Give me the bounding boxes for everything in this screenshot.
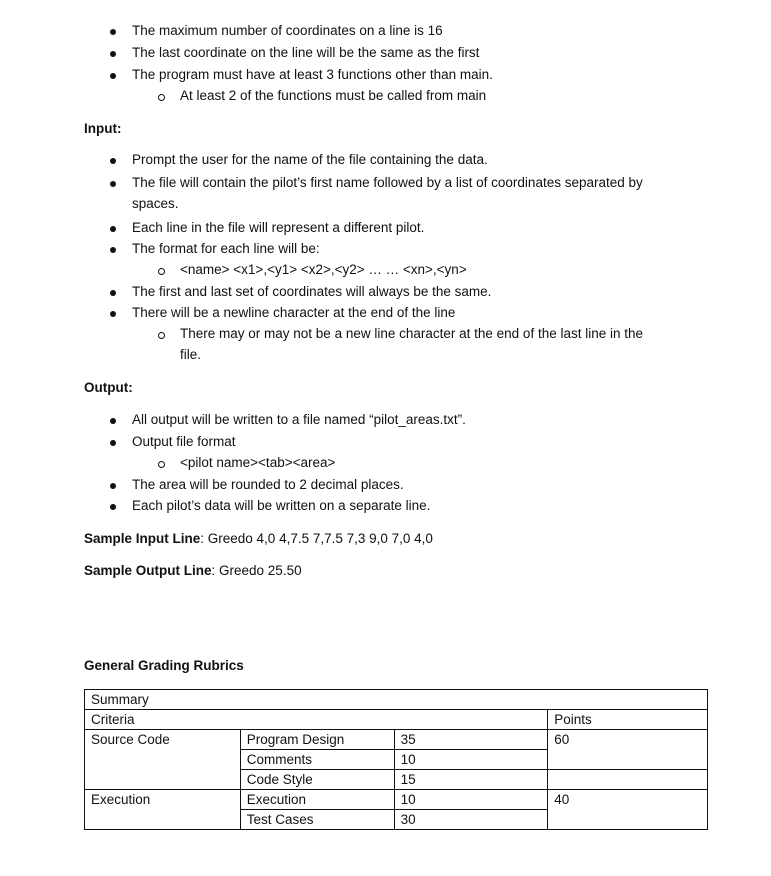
sample-output-label: Sample Output Line [84,563,212,578]
rubric-points-cell [548,750,708,770]
rubric-sub-points-cell: 30 [394,810,548,830]
bullet-icon [110,181,116,187]
input-heading: Input: [84,121,122,136]
rubric-criteria-cell [85,750,241,770]
rubric-title: General Grading Rubrics [84,658,244,673]
sample-input-line [84,531,433,546]
intro-bullet: The last coordinate on the line will be the same as the first [132,45,480,60]
bullet-icon [110,226,116,232]
rubric-summary-cell: Summary [85,690,708,710]
rubric-criteria-cell: Execution [85,790,241,810]
bullet-icon [110,29,116,35]
input-bullet: There will be a newline character at the end of the line [132,305,456,320]
rubric-sub-points-cell: 15 [394,770,548,790]
sample-output-line [84,563,302,578]
output-heading: Output: [84,380,133,395]
rubric-sub-points-cell: 35 [394,730,548,750]
bullet-icon [110,418,116,424]
rubric-points-cell [548,810,708,830]
sample-input-label: Sample Input Line [84,531,201,546]
sample-output-value: : Greedo 25.50 [211,563,302,578]
bullet-icon [110,290,116,296]
rubric-sub-criteria-cell: Comments [240,750,394,770]
input-bullet: Prompt the user for the name of the file containing the data. [132,152,488,167]
rubric-points-cell: 60 [548,730,708,750]
bullet-icon [110,504,116,510]
rubric-sub-points-cell: 10 [394,750,548,770]
output-format-line: <pilot name><tab><area> [180,455,336,470]
circle-bullet-icon [158,268,165,275]
circle-bullet-icon [158,94,165,101]
input-sub-bullet-continued: file. [180,347,202,362]
input-bullet-continued: spaces. [132,196,179,211]
rubric-sub-criteria-cell: Test Cases [240,810,394,830]
rubric-sub-points-cell: 10 [394,790,548,810]
rubric-points-cell [548,770,708,790]
circle-bullet-icon [158,332,165,339]
bullet-icon [110,73,116,79]
intro-bullet: The program must have at least 3 functions other than main. [132,67,493,82]
output-bullet: Each pilot’s data will be written on a separate line. [132,498,431,513]
rubric-criteria-cell [85,810,241,830]
bullet-icon [110,311,116,317]
rubric-sub-criteria-cell: Execution [240,790,394,810]
input-format-line: <name> <x1>,<y1> <x2>,<y2> … … <xn>,<yn> [180,262,467,277]
circle-bullet-icon [158,461,165,468]
rubric-points-header: Points [548,710,708,730]
bullet-icon [110,158,116,164]
input-bullet: The file will contain the pilot’s first name followed by a list of coordinates separated by [132,175,643,190]
output-bullet: Output file format [132,434,236,449]
intro-sub-bullet: At least 2 of the functions must be called from main [180,88,487,103]
rubric-criteria-header: Criteria [85,710,548,730]
output-bullet: All output will be written to a file named “pilot_areas.txt”. [132,412,466,427]
input-bullet: The first and last set of coordinates will always be the same. [132,284,492,299]
bullet-icon [110,483,116,489]
bullet-icon [110,440,116,446]
input-bullet: Each line in the file will represent a different pilot. [132,220,425,235]
output-bullet: The area will be rounded to 2 decimal places. [132,477,404,492]
rubric-points-cell: 40 [548,790,708,810]
bullet-icon [110,51,116,57]
bullet-icon [110,247,116,253]
intro-bullet: The maximum number of coordinates on a line is 16 [132,23,443,38]
rubric-sub-criteria-cell: Code Style [240,770,394,790]
rubric-criteria-cell: Source Code [85,730,241,750]
input-sub-bullet: There may or may not be a new line character at the end of the last line in the [180,326,644,341]
rubric-sub-criteria-cell: Program Design [240,730,394,750]
rubric-criteria-cell [85,770,241,790]
grading-rubric-table [84,689,708,830]
input-bullet: The format for each line will be: [132,241,320,256]
sample-input-value: : Greedo 4,0 4,7.5 7,7.5 7,3 9,0 7,0 4,0 [200,531,433,546]
